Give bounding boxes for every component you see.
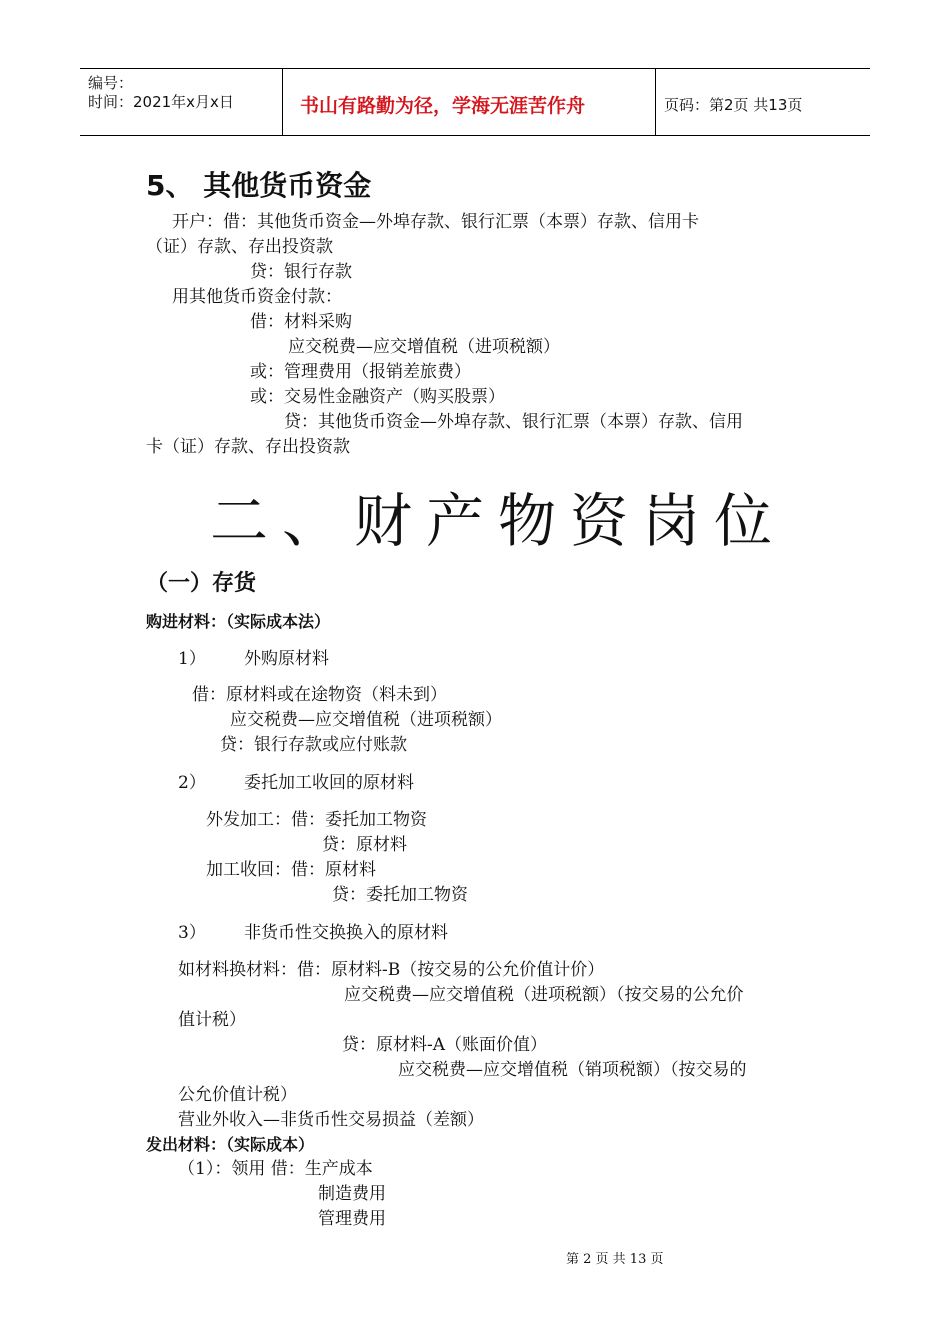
chapter-subtitle: （一）存货 [146, 571, 257, 596]
section5-line: （证）存款、存出投资款 [146, 237, 333, 257]
section5-line: 贷：银行存款 [250, 262, 352, 282]
item3-number: 3） [178, 923, 206, 943]
item2-line: 外发加工：借：委托加工物资 [206, 810, 427, 830]
header-bottom-border [80, 135, 870, 136]
header-divider-left [282, 68, 283, 136]
section5-line: 卡（证）存款、存出投资款 [146, 437, 350, 457]
item1-title: 外购原材料 [244, 649, 329, 669]
section5-line: 开户：借：其他货币资金—外埠存款、银行汇票（本票）存款、信用卡 [172, 212, 699, 232]
header-motto: 书山有路勤为径，学海无涯苦作舟 [300, 95, 586, 117]
header-number-label: 编号： [88, 74, 134, 92]
item3-title: 非货币性交换换入的原材料 [244, 923, 448, 943]
issue-line: 管理费用 [318, 1209, 386, 1229]
item3-line: 应交税费—应交增值税（进项税额）（按交易的公允价 [344, 985, 744, 1005]
header-divider-right [655, 68, 656, 136]
section5-line: 应交税费—应交增值税（进项税额） [288, 337, 560, 357]
item3-line: 营业外收入—非货币性交易损益（差额） [178, 1110, 484, 1130]
item2-number: 2） [178, 773, 206, 793]
item2-line: 贷：委托加工物资 [332, 885, 468, 905]
issue-line: 制造费用 [318, 1184, 386, 1204]
issue-heading: 发出材料：（实际成本） [146, 1135, 315, 1154]
item3-line: 如材料换材料：借：原材料-B（按交易的公允价值计价） [178, 960, 605, 980]
item1-line: 借：原材料或在途物资（料未到） [192, 685, 447, 705]
item2-line: 加工收回：借：原材料 [206, 860, 376, 880]
section5-line: 或：管理费用（报销差旅费） [250, 362, 471, 382]
item2-line: 贷：原材料 [322, 835, 407, 855]
chapter-title: 二、财产物资岗位 [210, 487, 787, 555]
section5-line: 或：交易性金融资产（购买股票） [250, 387, 505, 407]
item2-title: 委托加工收回的原材料 [244, 773, 414, 793]
footer-page-number: 第 2 页 共 13 页 [566, 1252, 664, 1267]
item1-line: 应交税费—应交增值税（进项税额） [230, 710, 502, 730]
header-date-label: 时间：2021年x月x日 [88, 93, 234, 111]
header-page-label: 页码：第2页 共13页 [664, 96, 803, 114]
item1-line: 贷：银行存款或应付账款 [220, 735, 407, 755]
item1-number: 1） [178, 649, 206, 669]
item3-line: 应交税费—应交增值税（销项税额）（按交易的 [398, 1060, 747, 1080]
header-top-border [80, 68, 870, 69]
issue-line: （1）：领用 借：生产成本 [178, 1159, 373, 1179]
item3-line: 贷：原材料-A（账面价值） [342, 1035, 548, 1055]
section5-heading: 5、 其他货币资金 [146, 169, 372, 202]
item3-line: 公允价值计税） [178, 1085, 297, 1105]
section5-line: 贷：其他货币资金—外埠存款、银行汇票（本票）存款、信用 [284, 412, 743, 432]
item3-line: 值计税） [178, 1010, 246, 1030]
section5-line: 用其他货币资金付款： [172, 287, 342, 307]
section5-line: 借：材料采购 [250, 312, 352, 332]
purchase-heading: 购进材料：（实际成本法） [146, 612, 331, 631]
